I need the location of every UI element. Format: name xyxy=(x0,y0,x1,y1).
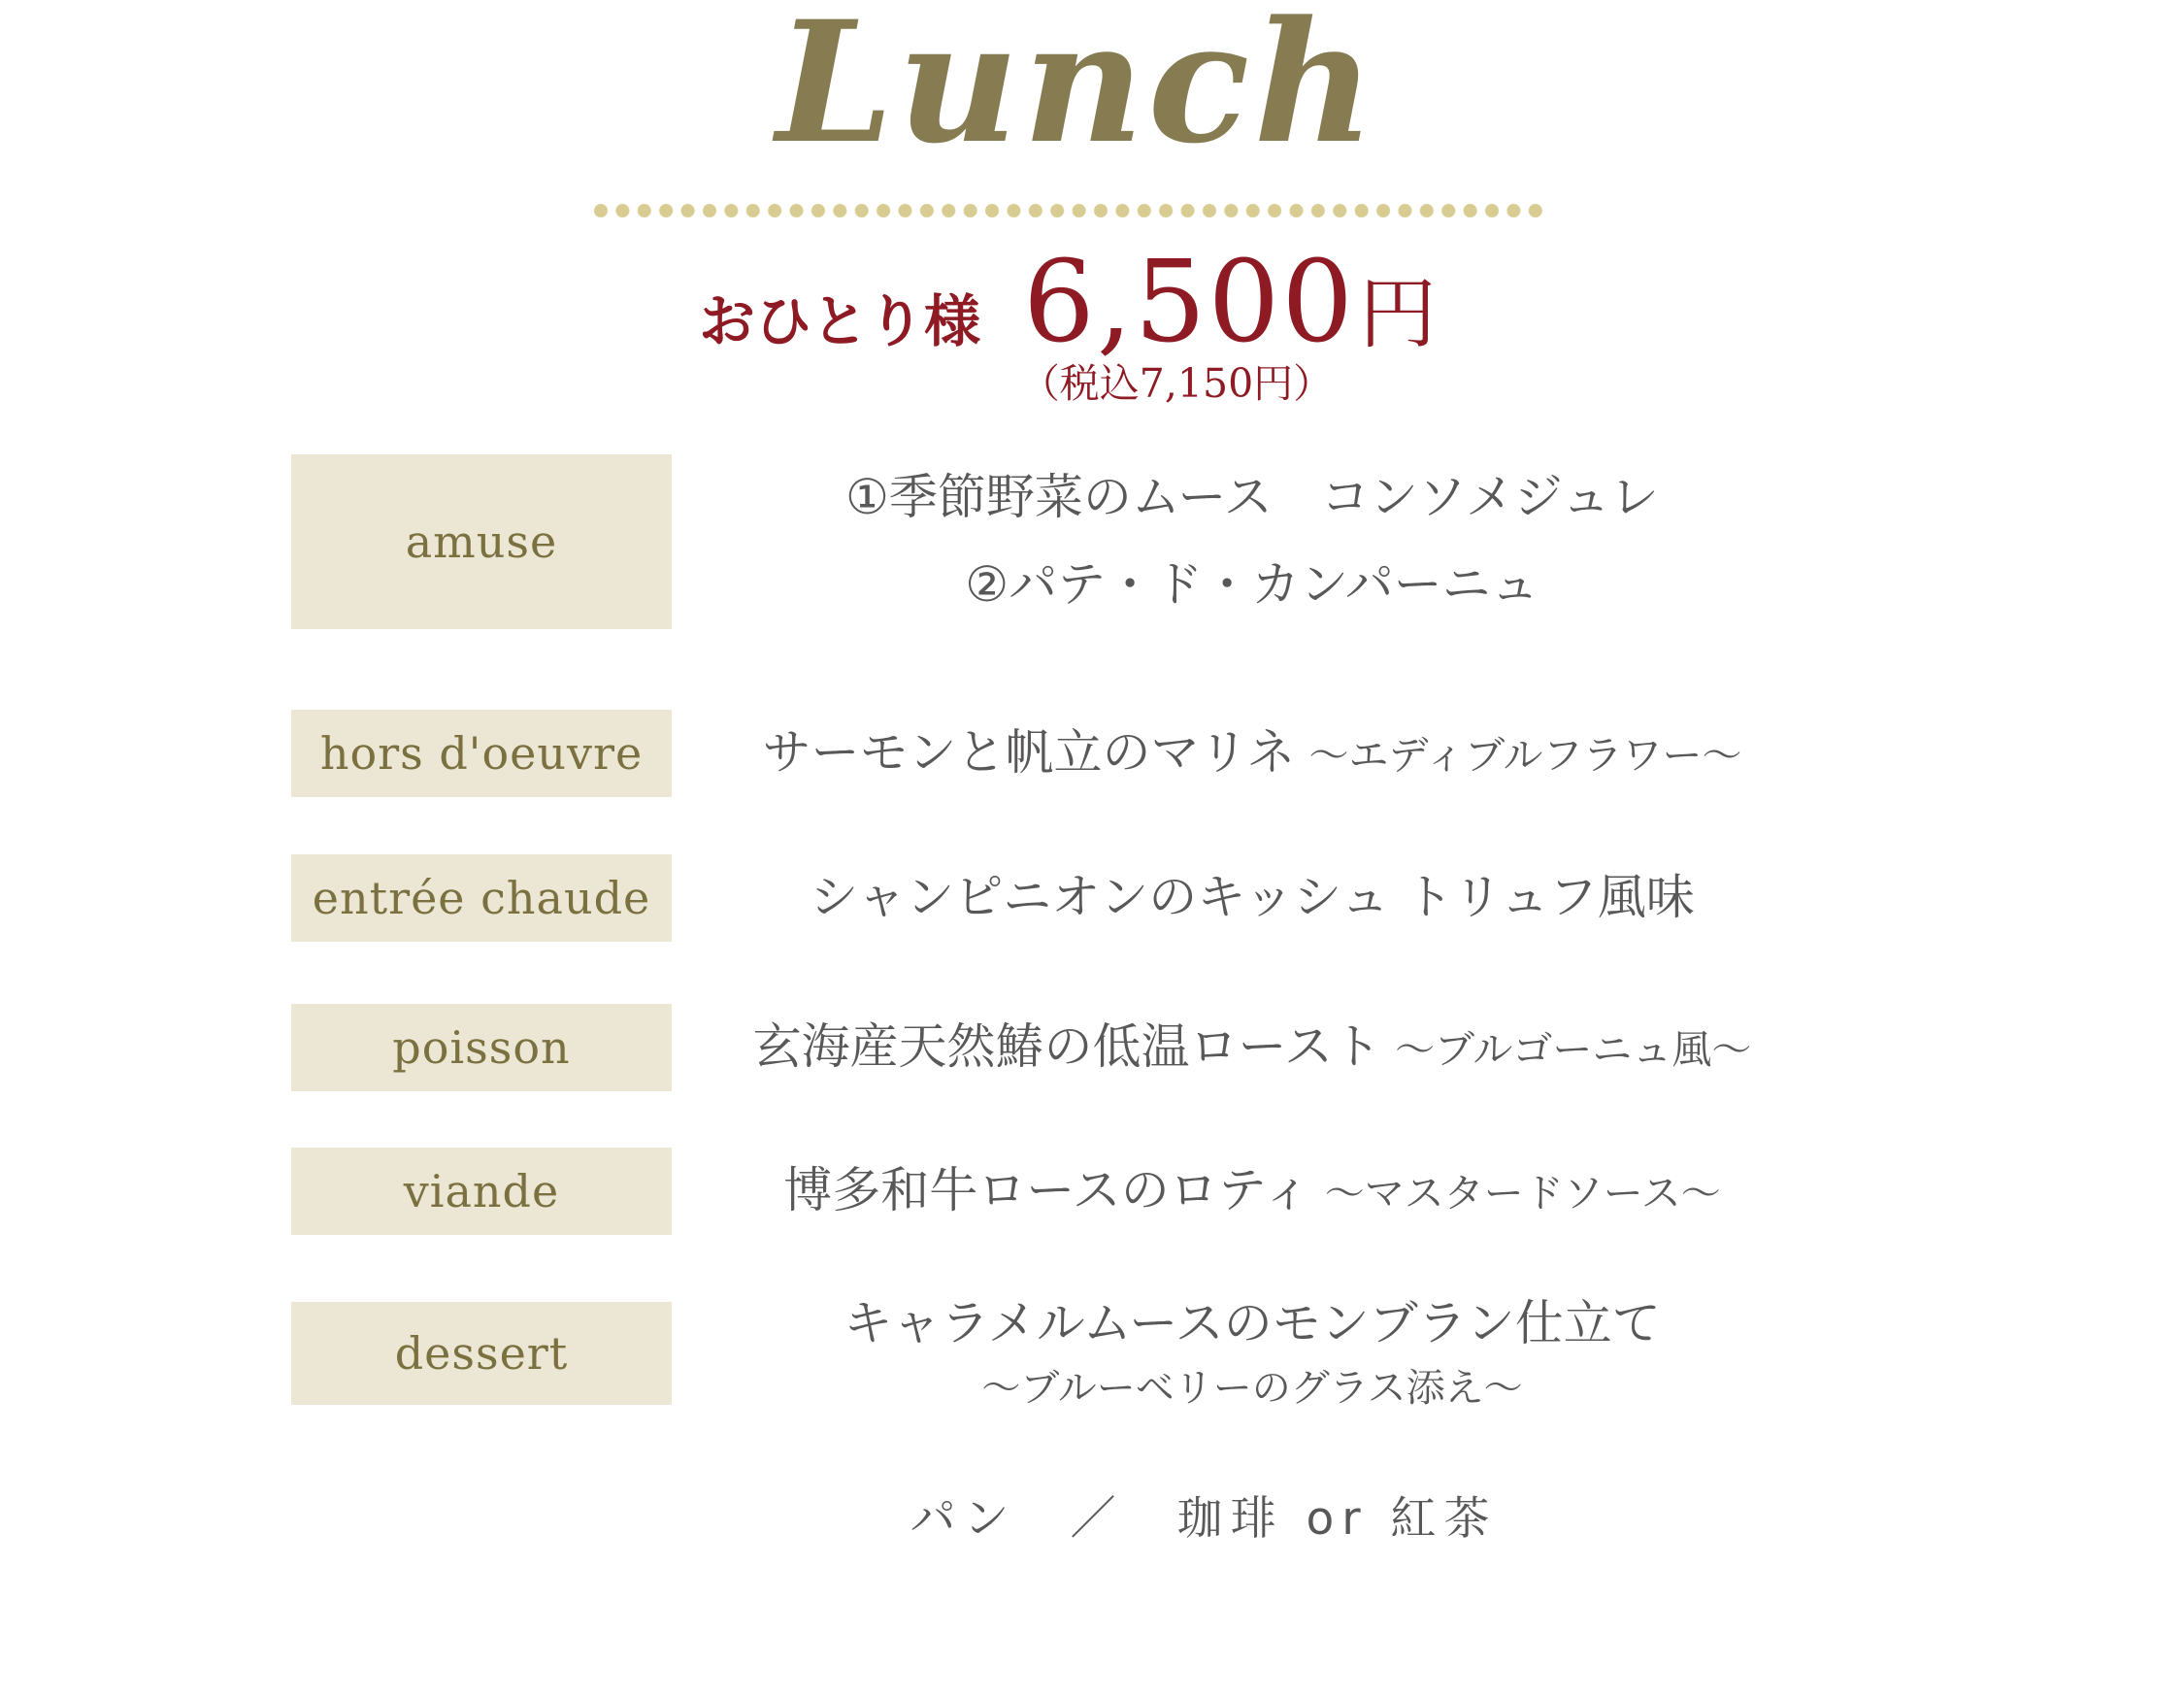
dish-main: 博多和牛ロースのロティ xyxy=(783,1162,1311,1219)
course-label-dessert: dessert xyxy=(291,1302,672,1405)
course-label-amuse: amuse xyxy=(291,454,672,629)
menu-title: Lunch xyxy=(776,0,1379,181)
dish-sub: ～マスタードソース～ xyxy=(1324,1170,1721,1217)
dish-line: キャラメルムースのモンブラン仕立て xyxy=(844,1295,1661,1352)
dish-line: ②パテ・ド・カンパーニュ xyxy=(965,556,1539,614)
dish-line: シャンピニオンのキッシュ トリュフ風味 xyxy=(810,869,1695,926)
price-line xyxy=(699,237,1437,368)
course-label-viande: viande xyxy=(291,1148,672,1235)
dish-main: 玄海産天然鰆の低温ロースト xyxy=(752,1018,1382,1076)
price-prefix: おひとり様 xyxy=(698,288,980,354)
dish-sub-line: ～ブルーベリーのグラス添え～ xyxy=(981,1365,1523,1411)
bread-and-drink-line: パン ／ 珈琲 or 紅茶 xyxy=(910,1491,1498,1546)
course-label-entree-chaude: entrée chaude xyxy=(291,854,672,942)
dish-line: ①季節野菜のムース コンソメジュレ xyxy=(845,469,1659,526)
price-amount: 6,500 xyxy=(1022,237,1356,368)
dish-line xyxy=(783,1163,1720,1219)
course-dishes-dessert xyxy=(670,1291,1835,1416)
dish-line xyxy=(753,1019,1752,1076)
tax-note: （税込7,150円） xyxy=(1019,360,1334,407)
dish-main: サーモンと帆立のマリネ xyxy=(762,724,1296,782)
course-dishes-entree-chaude xyxy=(670,854,1835,942)
course-label-hors-doeuvre: hors d'oeuvre xyxy=(291,710,672,797)
dotted-divider xyxy=(590,201,1547,220)
dish-line xyxy=(762,725,1741,782)
course-dishes-poisson xyxy=(670,1004,1835,1091)
dish-sub: ～ブルゴーニュ風～ xyxy=(1395,1026,1752,1074)
course-dishes-viande xyxy=(670,1148,1835,1235)
course-dishes-hors-doeuvre xyxy=(670,710,1835,797)
price-unit: 円 xyxy=(1359,269,1438,359)
dish-sub: ～エディブルフラワー～ xyxy=(1308,732,1742,780)
course-label-poisson: poisson xyxy=(291,1004,672,1091)
course-dishes-amuse xyxy=(670,454,1835,629)
